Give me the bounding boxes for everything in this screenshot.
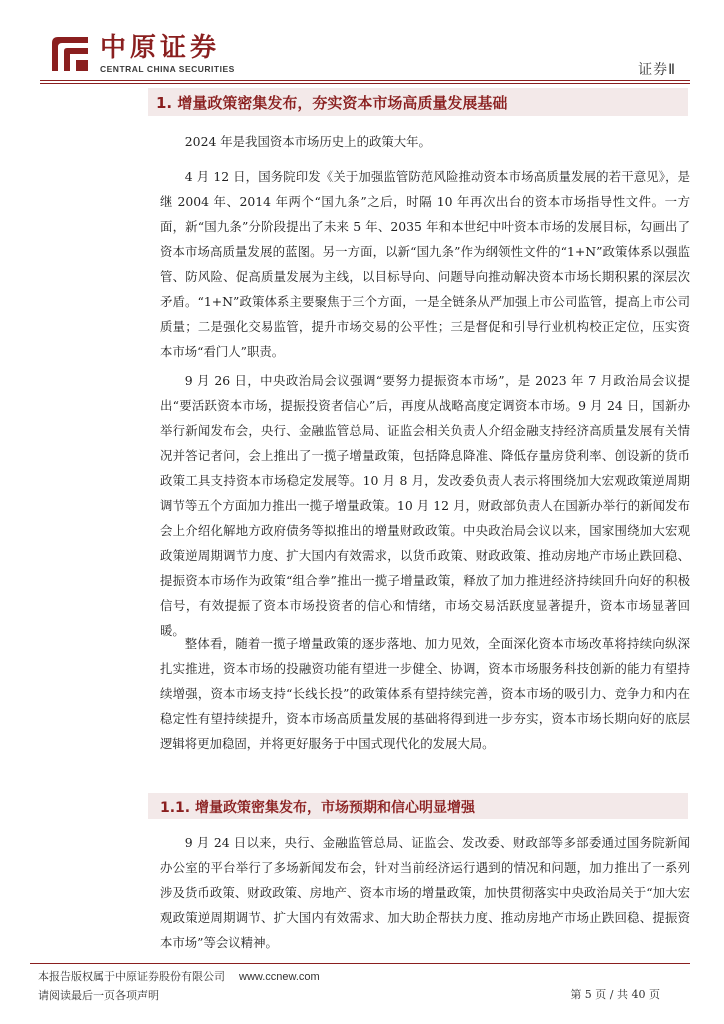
section-heading-1-1: 1.1. 增量政策密集发布，市场预期和信心明显增强 [160, 800, 475, 816]
footer-url-link[interactable]: www.ccnew.com [239, 971, 320, 983]
central-china-securities-logo-icon [48, 33, 92, 75]
header-divider [40, 80, 690, 81]
footer-divider [30, 963, 690, 964]
paragraph: 整体看，随着一揽子增量政策的逐步落地、加力见效，全面深化资本市场改革将持续向纵深扎实推进，资本市场的投融资功能有望进一步健全、协调，资本市场服务科技创新的能力有望持续增强，资本市场支持“长线长投”的政策体系有望持续完善，资本市场的吸引力、竞争力和内在稳定性有望持续提升，资本市场高质量发展的基础将得到进一步夯实，资本市场长期向好的底层逻辑将更加稳固，并将更好服务于中国式现代化的发展大局。 [160, 636, 690, 751]
paragraph: 2024 年是我国资本市场历史上的政策大年。 [184, 134, 431, 149]
page-number: 第 5 页 / 共 40 页 [570, 988, 660, 1001]
logo-text-en: CENTRAL CHINA SECURITIES [100, 64, 235, 74]
section-heading-1: 1. 增量政策密集发布，夯实资本市场高质量发展基础 [156, 94, 508, 112]
logo-text-cn: 中原证券 [100, 33, 221, 63]
section-label: 证券Ⅱ [638, 62, 676, 78]
paragraph: 9 月 24 日以来，央行、金融监管总局、证监会、发改委、财政部等多部委通过国务院新闻办公室的平台举行了多场新闻发布会，针对当前经济运行遇到的情况和问题，加力推出了一系列涉及货币政策、财政政策、房地产、资本市场的增量政策，加快贯彻落实中央政治局关于“加大宏观政策逆周期调节、扩大国内有效需求、加大助企帮扶力度、推动房地产市场止跌回稳、提振资本市场”等会议精神。 [160, 835, 690, 950]
header-divider-secondary [40, 83, 690, 84]
page-header [0, 0, 724, 90]
paragraph: 9 月 26 日，中央政治局会议强调“要努力提振资本市场”，是 2023 年 7 月政治局会议提出“要活跃资本市场，提振投资者信心”后，再度从战略高度定调资本市场。9 月 24 日，国新办举行新闻发布会，央行、金融监管总局、证监会相关负责人介绍金融支持经济高质量发展有关情况并答记者问，会上推出了一揽子增量政策，包括降息降准、降低存量房贷利率、创设新的货币政策工具支持资本市场稳定发展等。10 月 8 月，发改委负责人表示将围绕加大宏观政策逆周期调节等五个方面加力推出一揽子增量政策。10 月 12 月，财政部负责人在国新办举行的新闻发布会上介绍化解地方政府债务等拟推出的增量财政政策。中央政治局会议以来，国家围绕加大宏观政策逆周期调节力度、扩大国内有效需求，以货币政策、财政政策、推动房地产市场止跌回稳、提振资本市场作为政策“组合拳”推出一揽子增量政策，释放了加力推进经济持续回升向好的积极信号，有效提振了资本市场投资者的信心和情绪，市场交易活跃度显著提升，资本市场显著回暖。 [160, 373, 690, 638]
footer-copyright: 本报告版权属于中原证券股份有限公司 [38, 970, 225, 983]
footer-disclaimer: 请阅读最后一页各项声明 [38, 989, 159, 1002]
paragraph: 4 月 12 日，国务院印发《关于加强监管防范风险推动资本市场高质量发展的若干意见》，是继 2004 年、2014 年两个“国九条”之后，时隔 10 年再次出台的资本市场指导性文件。一方面，新“国九条”分阶段提出了未来 5 年、2035 年和本世纪中叶资本市场的发展目标，勾画出了资本市场高质量发展的蓝图。另一方面，以新“国九条”作为纲领性文件的“1+N”政策体系以强监管、防风险、促高质量发展为主线，以目标导向、问题导向推动解决资本市场长期积累的深层次矛盾。“1+N”政策体系主要聚焦于三个方面，一是全链条从严加强上市公司监管，提高上市公司质量；二是强化交易监管，提升市场交易的公平性；三是督促和引导行业机构校正定位，压实资本市场“看门人”职责。 [160, 169, 690, 359]
footer-copyright-line [38, 968, 320, 984]
company-logo [48, 33, 238, 77]
